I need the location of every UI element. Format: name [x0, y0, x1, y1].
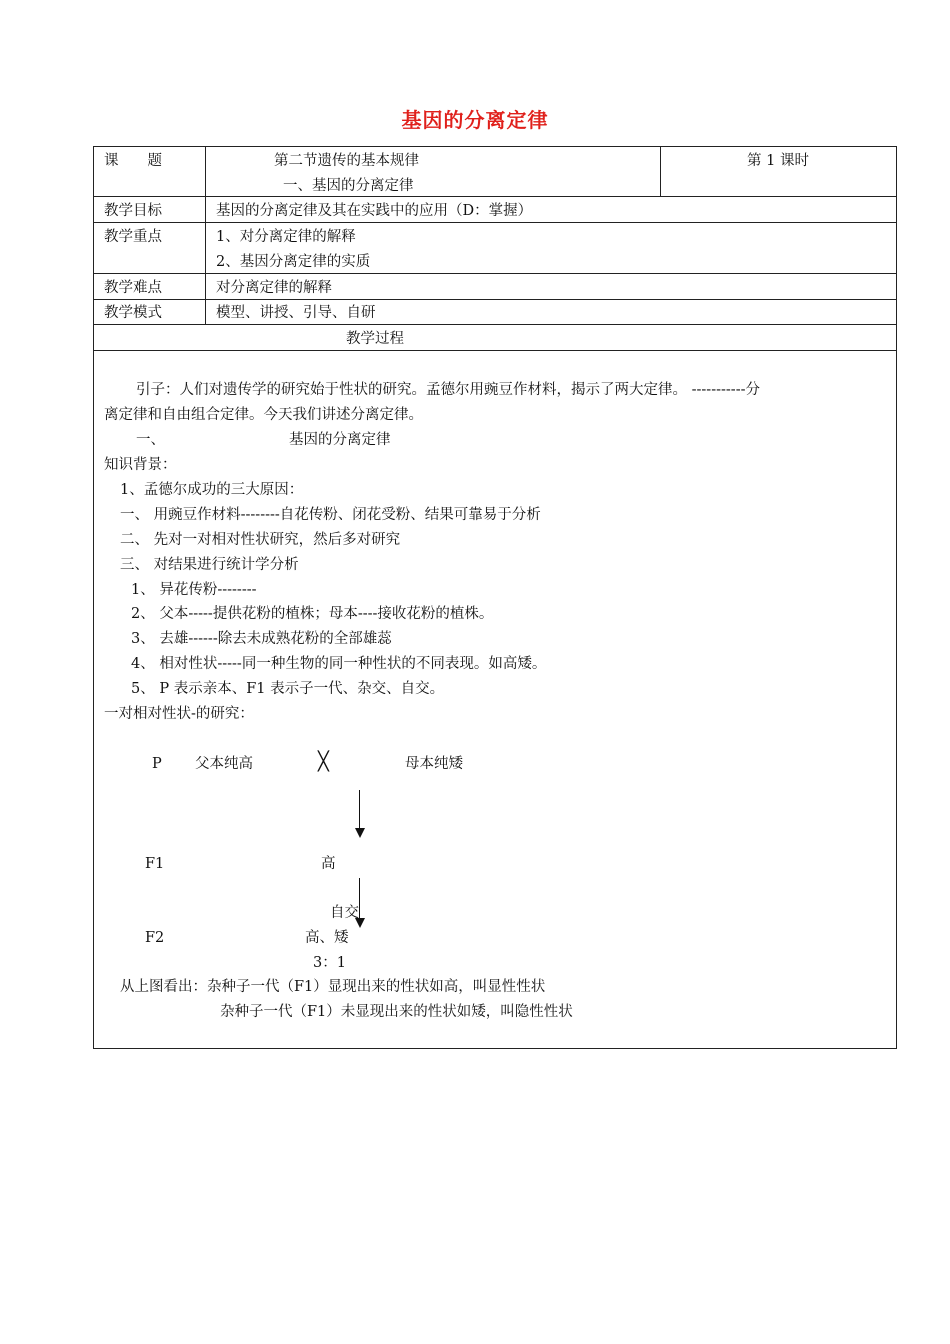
term-item: 1、 异花传粉--------	[131, 582, 257, 598]
table-divider	[93, 273, 897, 274]
f2-traits: 高、矮	[305, 930, 349, 946]
reason-item: 三、 对结果进行统计学分析	[120, 557, 299, 573]
topic-line2: 一、基因的分离定律	[283, 178, 414, 194]
row-label-difficulty: 教学难点	[104, 280, 162, 296]
section-title: 基因的分离定律	[289, 432, 391, 448]
difficulty-content: 对分离定律的解释	[216, 280, 332, 296]
table-divider	[93, 350, 897, 351]
arrowhead-icon	[355, 828, 365, 838]
table-divider	[93, 222, 897, 223]
table-divider	[93, 299, 897, 300]
reasons-heading: 1、孟德尔成功的三大原因：	[120, 482, 304, 498]
class-period: 第 1 课时	[747, 153, 809, 169]
intro-line2: 离定律和自由组合定律。今天我们讲述分离定律。	[104, 407, 423, 423]
selfing-label: 自交	[330, 905, 359, 921]
down-arrow-icon	[359, 878, 360, 918]
father-plant: 父本纯高	[195, 756, 253, 772]
term-item: 5、 P 表示亲本、F1 表示子一代、杂交、自交。	[131, 681, 445, 697]
cross-symbol: ╳	[318, 751, 329, 772]
document-title: 基因的分离定律	[401, 108, 549, 132]
conclusion-line2: 杂种子一代（F1）未显现出来的性状如矮，叫隐性性状	[220, 1004, 573, 1020]
f2-label: F2	[145, 930, 165, 946]
row-label-goal: 教学目标	[104, 203, 162, 219]
term-item: 3、 去雄------除去未成熟花粉的全部雄蕊	[131, 631, 392, 647]
conclusion-line1: 从上图看出：杂种子一代（F1）显现出来的性状如高，叫显性性状	[120, 979, 546, 995]
down-arrow-icon	[359, 790, 360, 828]
table-divider	[93, 196, 897, 197]
segregation-ratio: 3：1	[313, 955, 346, 971]
goal-content: 基因的分离定律及其在实践中的应用（D：掌握）	[216, 203, 533, 219]
row-label-topic: 课 题	[104, 153, 162, 169]
table-divider	[205, 146, 206, 324]
background-heading: 知识背景：	[104, 457, 177, 473]
row-label-mode: 教学模式	[104, 305, 162, 321]
study-heading: 一对相对性状-的研究：	[104, 706, 254, 722]
section-number: 一、	[136, 432, 165, 448]
f1-trait: 高	[321, 856, 336, 872]
table-divider	[93, 324, 897, 325]
f1-label: F1	[145, 856, 165, 872]
table-divider	[660, 146, 661, 196]
term-item: 2、 父本-----提供花粉的植株；母本----接收花粉的植株。	[131, 606, 494, 622]
mode-content: 模型、讲授、引导、自研	[216, 305, 376, 321]
row-label-key: 教学重点	[104, 229, 162, 245]
reason-item: 一、 用豌豆作材料--------自花传粉、闭花受粉、结果可靠易于分析	[120, 507, 541, 523]
key-point-1: 1、对分离定律的解释	[216, 229, 356, 245]
intro-line1: 引子：人们对遗传学的研究始于性状的研究。孟德尔用豌豆作材料，揭示了两大定律。 -----------分	[136, 382, 760, 398]
p-generation-label: P	[152, 756, 162, 772]
key-point-2: 2、基因分离定律的实质	[216, 254, 371, 270]
topic-line1: 第二节遗传的基本规律	[274, 153, 419, 169]
mother-plant: 母本纯矮	[405, 756, 463, 772]
term-item: 4、 相对性状-----同一种生物的同一种性状的不同表现。如高矮。	[131, 656, 547, 672]
reason-item: 二、 先对一对相对性状研究，然后多对研究	[120, 532, 401, 548]
process-header: 教学过程	[346, 331, 404, 347]
